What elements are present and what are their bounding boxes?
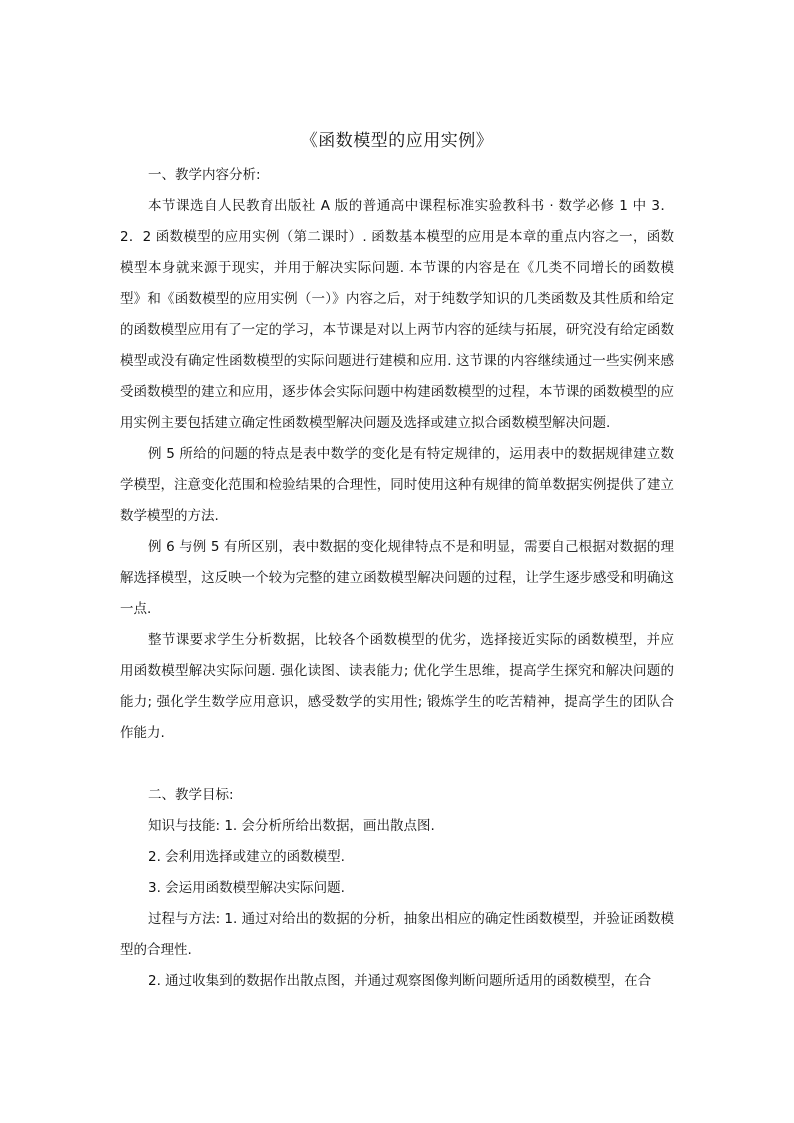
section-heading-content-analysis: 一、教学内容分析: bbox=[148, 167, 261, 183]
document-title: 《函数模型的应用实例》 bbox=[300, 131, 494, 151]
paragraph-intro: 本节课选自人民教育出版社 A 版的普通高中课程标准实验教科书 · 数学必修 1 中 3．2．2 函数模型的应用实例（第二课时）. 函数基本模型的应用是本章的重点内容之一，函数模型本身就来源于现实，并用于解决实际问题. 本节课的内容是在《几类不同增长的函数模型》和《函数模型的应用实例（一）》内容之后，对于纯数学知识的几类函数及其性质和给定的函数模型应用有了一定的学习，本节课是对以上两节内容的延续与拓展，研究没有给定函数模型或没有确定性函数模型的实际问题进行建模和应用. 这节课的内容继续通过一些实例来感受函数模型的建立和应用，逐步体会实际问题中构建函数模型的过程，本节课的函数模型的应用实例主要包括建立确定性函数模型解决问题及选择或建立拟合函数模型解决问题. bbox=[120, 198, 674, 431]
paragraph-summary: 整节课要求学生分析数据，比较各个函数模型的优劣，选择接近实际的函数模型，并应用函数模型解决实际问题. 强化读图、读表能力; 优化学生思维，提高学生探究和解决问题的能力; 强化学生数学应用意识，感受数学的实用性; 锻炼学生的吃苦精神，提高学生的团队合作能力. bbox=[120, 632, 674, 741]
objective-line: 2. 通过收集到的数据作出散点图，并通过观察图像判断问题所适用的函数模型，在合 bbox=[148, 973, 652, 989]
objective-line: 知识与技能: 1. 会分析所给出数据，画出散点图. bbox=[148, 818, 435, 834]
paragraph-example-5: 例 5 所给的问题的特点是表中数学的变化是有特定规律的，运用表中的数据规律建立数学模型，注意变化范围和检验结果的合理性，同时使用这种有规律的简单数据实例提供了建立数学模型的方法. bbox=[120, 446, 674, 524]
paragraph-example-6: 例 6 与例 5 有所区别，表中数据的变化规律特点不是和明显，需要自己根据对数据的理解选择模型，这反映一个较为完整的建立函数模型解决问题的过程，让学生逐步感受和明确这一点. bbox=[120, 539, 674, 617]
section-heading-objectives: 二、教学目标: bbox=[148, 787, 234, 803]
document-body bbox=[120, 160, 674, 997]
objective-line: 2. 会利用选择或建立的函数模型. bbox=[148, 849, 345, 865]
objective-line: 过程与方法: 1. 通过对给出的数据的分析，抽象出相应的确定性函数模型，并验证函数模型的合理性. bbox=[120, 911, 674, 958]
objective-line: 3. 会运用函数模型解决实际问题. bbox=[148, 880, 345, 896]
section-spacer bbox=[120, 749, 674, 780]
